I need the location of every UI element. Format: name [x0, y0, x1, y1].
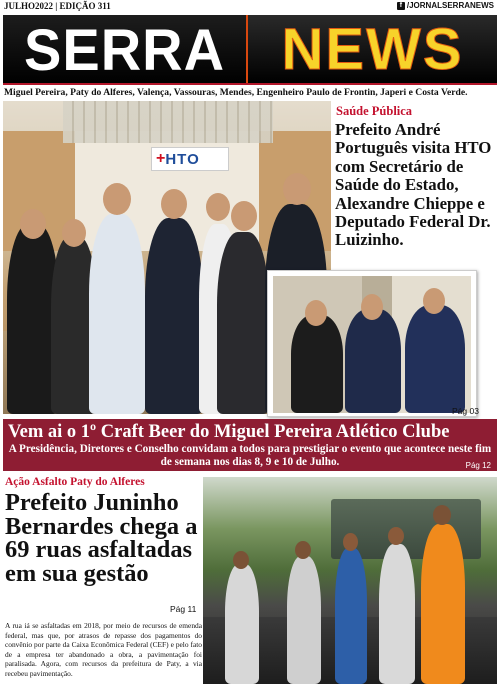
- person-silhouette: [225, 564, 259, 684]
- person-head: [231, 201, 257, 231]
- facebook-icon: f: [397, 2, 405, 10]
- person-silhouette: [335, 548, 367, 684]
- masthead-word-serra: SERRA: [23, 15, 226, 83]
- person-silhouette: [145, 218, 203, 414]
- inset-photo-frame: [267, 270, 477, 417]
- person-head: [233, 551, 249, 569]
- social-handle[interactable]: [397, 1, 494, 10]
- photo-skylight: [63, 101, 273, 143]
- person-head: [295, 541, 311, 559]
- person-head: [20, 209, 46, 239]
- person-silhouette: [405, 305, 465, 413]
- person-head: [433, 505, 451, 525]
- story1-category: Saúde Pública: [336, 104, 413, 118]
- person-head: [161, 189, 187, 219]
- hto-sign: [151, 147, 229, 171]
- person-head: [206, 193, 230, 221]
- person-head: [423, 288, 445, 314]
- cross-icon: +: [156, 150, 166, 167]
- banner-subtitle: A Presidência, Diretores e Conselho convidam a todos para prestigiar o evento que acontece neste fim de semana nos dias 8, 9 e 10 de Julho.: [8, 443, 492, 468]
- story2-body: A rua iá se asfaltadas em 2018, por meio de recursos de emenda federal, mas que, por atrasos de repasse dos pagamentos do convênio por parte da Caixa Econômica Federal (CEF) e pelo fato de a empresa ter abandonado a obra, a pavimentação foi paralisada. Agora, com recursos da prefeitura de Paty, a via recebeu pavimentação.: [5, 621, 202, 678]
- person-silhouette: [421, 524, 465, 684]
- person-head: [103, 183, 131, 215]
- person-head: [361, 294, 383, 320]
- person-head: [283, 173, 311, 205]
- story2-page-ref: Pág 11: [170, 604, 197, 614]
- hto-sign-text: HTO: [165, 150, 200, 168]
- inset-photo: [273, 276, 471, 413]
- person-head: [62, 219, 86, 247]
- person-head: [388, 527, 404, 545]
- person-silhouette: [379, 544, 415, 684]
- masthead-right: [246, 15, 497, 83]
- person-silhouette: [287, 556, 321, 684]
- person-head: [305, 300, 327, 326]
- story2-category: Ação Asfalto Paty do Alferes: [5, 476, 145, 488]
- asphalt-crew-photo: [203, 477, 497, 684]
- story2-headline[interactable]: Prefeito Juninho Bernardes chega a 69 ruas asfaltadas em sua gestão: [5, 489, 198, 587]
- person-silhouette: [291, 315, 343, 413]
- social-handle-text: /JORNALSERRANEWS: [406, 1, 494, 10]
- masthead-left: [3, 15, 246, 83]
- banner-page-ref: Pág 12: [465, 461, 491, 470]
- person-silhouette: [217, 232, 269, 414]
- story1-page-ref: Pág 03: [452, 406, 479, 416]
- person-silhouette: [345, 309, 401, 413]
- masthead-logo: [3, 15, 497, 83]
- craft-beer-banner[interactable]: [3, 419, 497, 471]
- edition-label: JULHO2022 | EDIÇÃO 311: [4, 1, 111, 11]
- story1-headline[interactable]: Prefeito André Português visita HTO com Secretário de Saúde do Estado, Alexandre Chieppe e Deputado Federal Dr. Luizinho.: [335, 120, 492, 250]
- cities-line: Miguel Pereira, Paty do Alferes, Valença, Vassouras, Mendes, Engenheiro Paulo de Frontin, Japeri e Costa Verde.: [4, 87, 468, 98]
- person-head: [343, 533, 358, 551]
- masthead-divider: [3, 83, 497, 85]
- masthead-word-news: NEWS: [281, 16, 464, 82]
- top-bar: [0, 0, 500, 13]
- person-silhouette: [89, 214, 145, 414]
- banner-title: Vem ai o 1º Craft Beer do Miguel Pereira Atlético Clube: [8, 422, 450, 442]
